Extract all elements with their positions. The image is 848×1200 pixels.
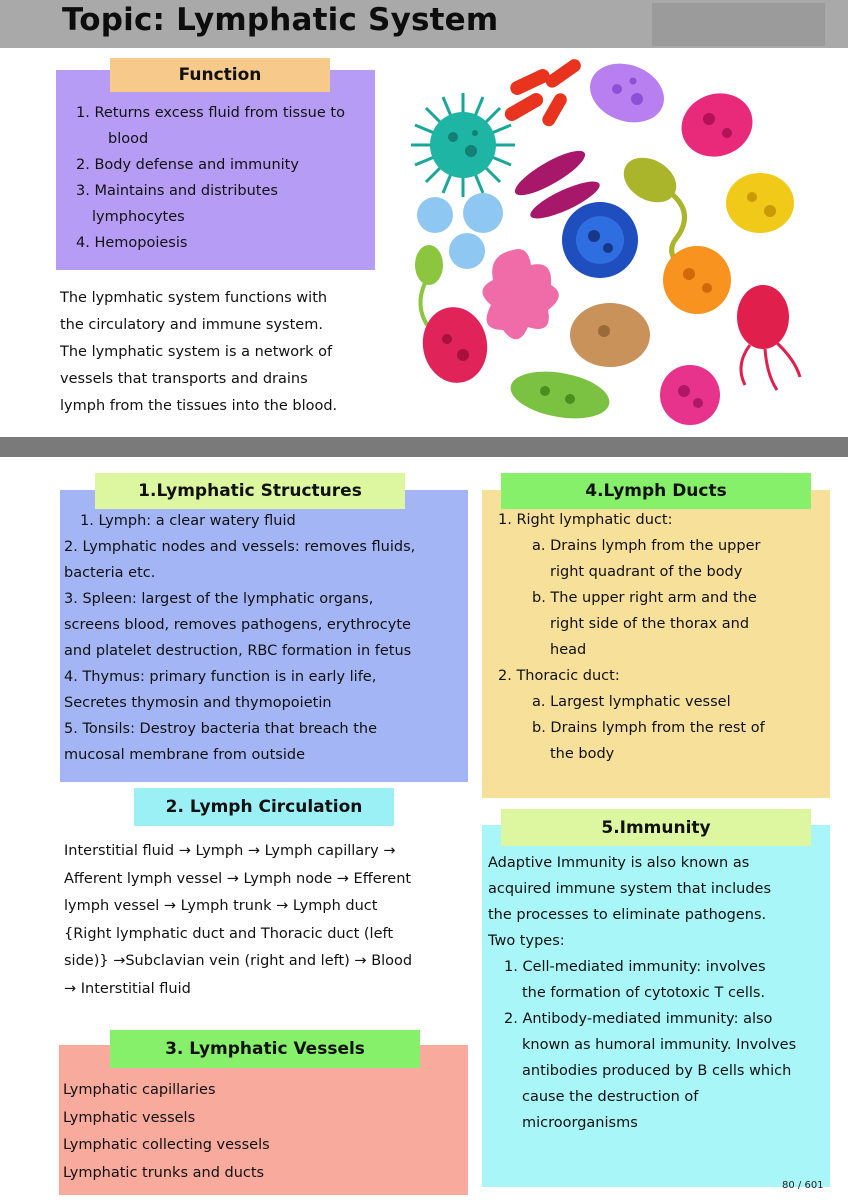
structures-line: screens blood, removes pathogens, erythrocyte bbox=[64, 617, 411, 633]
function-item: 3. Maintains and distributes bbox=[76, 183, 278, 199]
immunity-line: antibodies produced by B cells which bbox=[522, 1063, 792, 1079]
circulation-text bbox=[64, 838, 412, 1003]
function-item: blood bbox=[108, 131, 149, 147]
structures-line: 4. Thymus: primary function is in early life, bbox=[64, 669, 377, 685]
immunity-line: the formation of cytotoxic T cells. bbox=[522, 985, 766, 1001]
ducts-line: right side of the thorax and bbox=[550, 616, 750, 632]
vessels-item: Lymphatic trunks and ducts bbox=[63, 1164, 265, 1181]
circulation-line: side)} →Subclavian vein (right and left) → Blood bbox=[64, 953, 413, 969]
structures-list bbox=[64, 508, 415, 768]
crimson-microbe-icon bbox=[417, 302, 493, 388]
immunity-line: 1. Cell-mediated immunity: involves bbox=[504, 959, 766, 975]
pink-amoeba-icon bbox=[482, 249, 558, 339]
intro-line: vessels that transports and drains bbox=[60, 371, 308, 387]
ducts-line: right quadrant of the body bbox=[550, 564, 743, 580]
intro-line: The lypmhatic system functions with bbox=[60, 290, 328, 306]
orange-virus-icon bbox=[663, 246, 731, 314]
structures-line: 3. Spleen: largest of the lymphatic organs, bbox=[64, 591, 374, 607]
circulation-line: {Right lymphatic duct and Thoracic duct (left bbox=[64, 925, 394, 942]
microbes-illustration bbox=[405, 55, 845, 440]
immunity-heading: 5.Immunity bbox=[501, 809, 811, 846]
yellow-microbe-icon bbox=[726, 173, 794, 233]
immunity-line: cause the destruction of bbox=[522, 1089, 699, 1105]
immunity-line: known as humoral immunity. Involves bbox=[522, 1037, 797, 1053]
structures-line: 2. Lymphatic nodes and vessels: removes fluids, bbox=[64, 539, 416, 555]
blue-virus-icon bbox=[562, 202, 638, 278]
structures-line: bacteria etc. bbox=[64, 565, 156, 581]
structures-line: and platelet destruction, RBC formation in fetus bbox=[64, 643, 412, 659]
page-title: Topic: Lymphatic System bbox=[62, 2, 499, 38]
ducts-line: a. Largest lymphatic vessel bbox=[532, 694, 731, 710]
structures-line: 1. Lymph: a clear watery fluid bbox=[80, 513, 296, 529]
circulation-line: Interstitial fluid → Lymph → Lymph capillary → bbox=[64, 843, 396, 859]
function-item: lymphocytes bbox=[92, 209, 185, 225]
function-item: 2. Body defense and immunity bbox=[76, 157, 299, 173]
purple-microbe-icon bbox=[582, 55, 673, 132]
function-item: 1. Returns excess fluid from tissue to bbox=[76, 105, 345, 121]
circulation-line: lymph vessel → Lymph trunk → Lymph duct bbox=[64, 898, 378, 914]
circulation-heading: 2. Lymph Circulation bbox=[134, 788, 394, 826]
vessels-item: Lymphatic vessels bbox=[63, 1109, 196, 1126]
green-bacillus-icon bbox=[507, 365, 613, 426]
circulation-line: → Interstitial fluid bbox=[64, 980, 191, 997]
ducts-line: the body bbox=[550, 746, 615, 762]
immunity-line: acquired immune system that includes bbox=[488, 881, 772, 897]
intro-line: lymph from the tissues into the blood. bbox=[60, 398, 338, 414]
vessels-item: Lymphatic collecting vessels bbox=[63, 1137, 270, 1153]
immunity-line: Two types: bbox=[488, 933, 565, 949]
immunity-text bbox=[488, 850, 796, 1136]
ducts-list bbox=[498, 507, 765, 767]
structures-line: Secretes thymosin and thymopoietin bbox=[64, 695, 332, 711]
vessels-heading: 3. Lymphatic Vessels bbox=[110, 1030, 420, 1068]
immunity-line: microorganisms bbox=[522, 1115, 638, 1131]
circulation-line: Afferent lymph vessel → Lymph node → Efferent bbox=[64, 870, 412, 887]
function-item: 4. Hemopoiesis bbox=[76, 235, 188, 251]
ducts-line: b. Drains lymph from the rest of bbox=[532, 720, 765, 736]
page-number: 80 / 601 bbox=[782, 1180, 824, 1191]
immunity-line: the processes to eliminate pathogens. bbox=[488, 907, 767, 923]
section-divider bbox=[0, 437, 848, 457]
function-heading: Function bbox=[110, 58, 330, 92]
brown-microbe-icon bbox=[570, 303, 650, 367]
ducts-heading: 4.Lymph Ducts bbox=[501, 473, 811, 509]
intro-line: the circulatory and immune system. bbox=[60, 317, 323, 333]
ducts-line: b. The upper right arm and the bbox=[532, 590, 757, 606]
ducts-line: 1. Right lymphatic duct: bbox=[498, 512, 673, 528]
red-bacilli-icon bbox=[502, 57, 583, 129]
vessels-list bbox=[63, 1077, 270, 1187]
teal-virus-icon bbox=[411, 93, 515, 197]
function-list bbox=[76, 100, 345, 256]
immunity-line: Adaptive Immunity is also known as bbox=[488, 855, 750, 871]
magenta-microbe-icon bbox=[660, 365, 720, 425]
intro-paragraph bbox=[60, 285, 337, 420]
header-blank-box bbox=[652, 3, 825, 46]
structures-line: 5. Tonsils: Destroy bacteria that breach the bbox=[64, 721, 378, 737]
ducts-line: head bbox=[550, 642, 587, 658]
structures-line: mucosal membrane from outside bbox=[64, 747, 305, 763]
vessels-item: Lymphatic capillaries bbox=[63, 1082, 216, 1098]
intro-line: The lymphatic system is a network of bbox=[60, 344, 333, 360]
ducts-line: a. Drains lymph from the upper bbox=[532, 538, 761, 554]
red-flagellate-icon bbox=[737, 285, 800, 390]
ducts-line: 2. Thoracic duct: bbox=[498, 668, 620, 684]
immunity-line: 2. Antibody-mediated immunity: also bbox=[504, 1011, 773, 1027]
structures-heading: 1.Lymphatic Structures bbox=[95, 473, 405, 509]
pink-microbe-icon bbox=[673, 84, 762, 167]
